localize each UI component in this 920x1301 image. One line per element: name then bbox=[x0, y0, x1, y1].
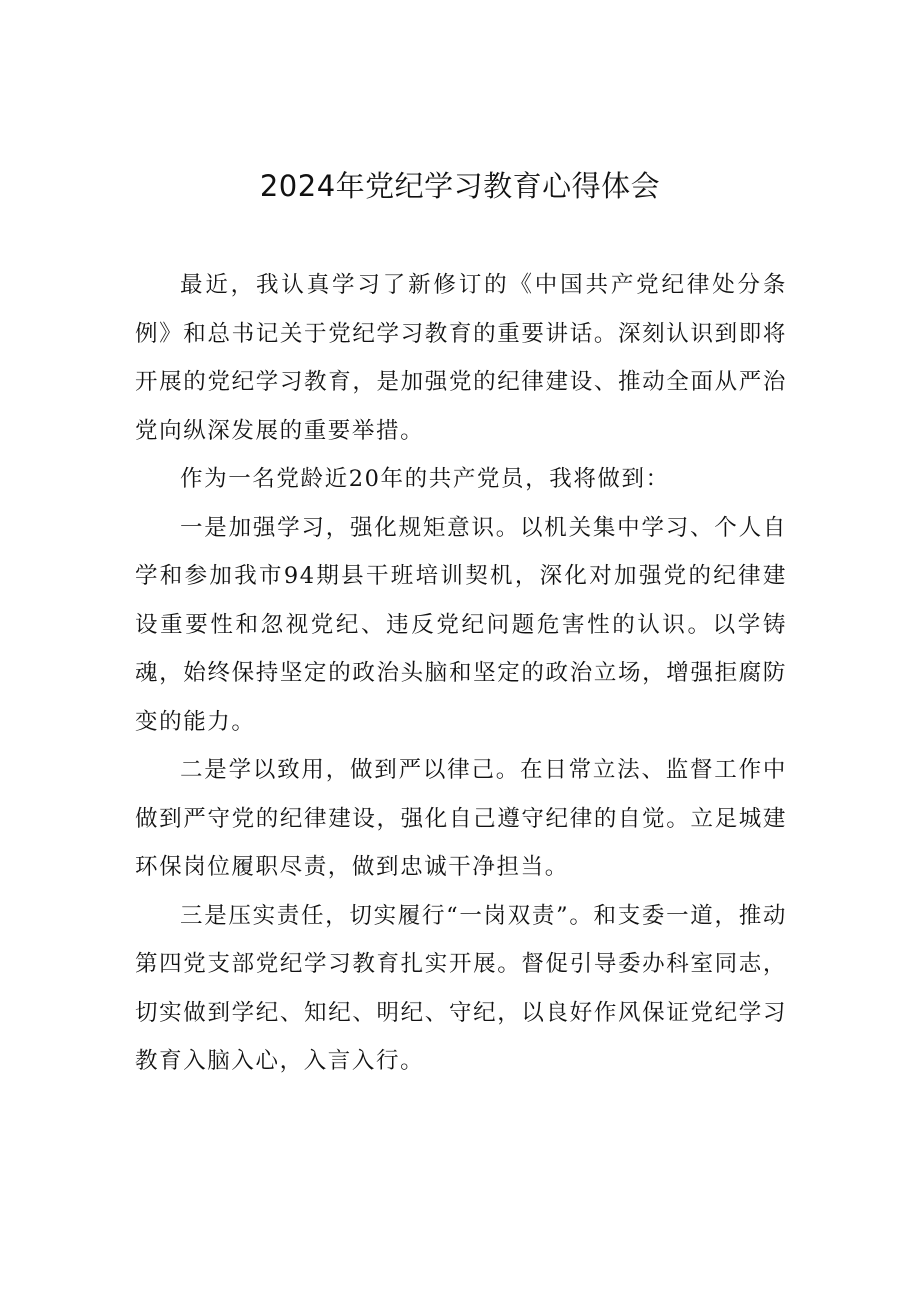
paragraph-point-one: 一是加强学习，强化规矩意识。以机关集中学习、个人自学和参加我市94期县干班培训契机，深化对加强党的纪律建设重要性和忽视党纪、违反党纪问题危害性的认识。以学铸魂，始终保持坚定的政治头脑和坚定的政治立场，增强拒腐防变的能力。 bbox=[135, 514, 787, 735]
paragraph-point-two: 二是学以致用，做到严以律己。在日常立法、监督工作中做到严守党的纪律建设，强化自己遵守纪律的自觉。立足城建环保岗位履职尽责，做到忠诚干净担当。 bbox=[135, 757, 787, 880]
paragraph-point-three: 三是压实责任，切实履行“一岗双责”。和支委一道，推动第四党支部党纪学习教育扎实开展。督促引导委办科室同志，切实做到学纪、知纪、明纪、守纪，以良好作风保证党纪学习教育入脑入心，入言入行。 bbox=[135, 902, 787, 1074]
document-title: 2024年党纪学习教育心得体会 bbox=[259, 169, 661, 203]
paragraph-commitment: 作为一名党龄近20年的共产党员，我将做到： bbox=[180, 466, 670, 492]
document-body bbox=[135, 261, 787, 1086]
paragraph-intro: 最近，我认真学习了新修订的《中国共产党纪律处分条例》和总书记关于党纪学习教育的重要讲话。深刻认识到即将开展的党纪学习教育，是加强党的纪律建设、推动全面从严治党向纵深发展的重要举措。 bbox=[135, 272, 787, 444]
